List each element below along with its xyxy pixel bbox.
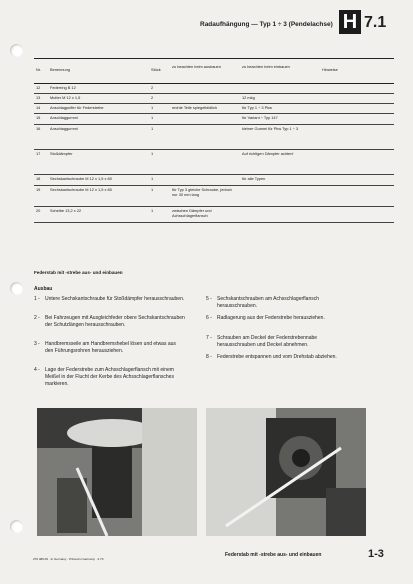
row-einbau: 12 mkg: [242, 95, 255, 100]
section-number: 7.1: [364, 14, 387, 31]
page-footer: [0, 540, 413, 584]
row-name: Stoßdämpfer: [50, 151, 73, 156]
row-name: Sechskantschraube M 12 x 1,5 x 80: [50, 187, 112, 192]
header-stueck: Stück: [151, 67, 161, 72]
page-header: [0, 0, 413, 40]
table-row: [34, 124, 394, 150]
step-text: Lage der Federstrebe zum Achsschlagerflansch mit einem Meißel in der Flucht der Kerbe des Achsschlagerflansches markieren.: [45, 367, 174, 387]
step-text: Handbremsseile am Handbremshebel lösen und etwas aus den Führungsrohren herausziehen.: [45, 341, 176, 354]
table-row: [34, 185, 394, 207]
row-nr: 18: [36, 176, 41, 181]
row-name: Anschlaggummi: [50, 126, 78, 131]
header-hinweise: Hinweise: [322, 67, 338, 72]
row-nr: 17: [36, 151, 41, 156]
table-row: [34, 149, 394, 175]
step-text: Federstrebe entspannen und vom Drehstab abziehen.: [217, 354, 337, 360]
row-qty: 1: [151, 151, 154, 156]
suspension-photo-right: [206, 408, 366, 536]
step-text: Schrauben am Deckel der Federstrebennabe herausschrauben und Deckel abnehmen.: [217, 335, 318, 348]
step-number: 7 -: [206, 335, 212, 341]
page-number: 1-3: [368, 548, 384, 560]
step-number: 1 -: [34, 296, 40, 302]
step-number: 4 -: [34, 367, 40, 373]
row-ausbau: für Typ 3 gleiche Schraube, jedoch nur 30 mm lang: [172, 187, 232, 197]
row-nr: 13: [36, 95, 41, 100]
footer-title: Federstab mit -strebe aus- und einbauen: [225, 552, 322, 558]
step-number: 8 -: [206, 354, 212, 360]
punch-hole-middle: [10, 282, 23, 295]
procedure-section: [34, 264, 394, 414]
row-einbau: Auf richtigen Dämpfer achten!: [242, 151, 294, 156]
row-einbau: für alle Typen: [242, 176, 266, 181]
punch-hole-bottom: [10, 520, 23, 533]
row-nr: 12: [36, 85, 41, 90]
suspension-photo-left: [37, 408, 197, 536]
row-qty: 1: [151, 126, 154, 131]
row-einbau: kleiner Gummi für Pkw Typ 1 ÷ 3: [242, 126, 299, 131]
row-name: Anschlaggummi: [50, 115, 78, 120]
row-qty: 1: [151, 187, 154, 192]
header-benennung: Benennung: [50, 67, 70, 72]
row-name: Scheibe 13,2 x 22: [50, 208, 82, 213]
step-number: 3 -: [34, 341, 40, 347]
section-title: Federstab mit -strebe aus- und einbauen: [34, 270, 123, 275]
step-text: Sechskantschrauben am Achsschlagerflansch herausschrauben.: [217, 296, 320, 309]
row-qty: 1: [151, 208, 154, 213]
ausbau-heading: Ausbau: [34, 286, 53, 292]
step-number: 6 -: [206, 315, 212, 321]
row-qty: 1: [151, 105, 154, 110]
photo-left: [37, 408, 197, 536]
row-nr: 15: [36, 115, 41, 120]
header-einbau: zu beachten beim einbauen: [242, 64, 290, 69]
row-qty: 2: [151, 85, 154, 90]
header-nr: Nr.: [36, 67, 41, 72]
row-name: Sechskantschraube M 12 x 1,5 x 80: [50, 176, 112, 181]
section-letter-box: H: [339, 10, 361, 34]
row-qty: 1: [151, 176, 154, 181]
row-einbau: für Typ 1 ÷ 3 Pkw: [242, 105, 272, 110]
row-nr: 16: [36, 126, 41, 131]
step-text: Bei Fahrzeugen mit Ausgleichfeder obere Sechskantschrauben der Schutzlängen herausschrauben.: [45, 315, 185, 328]
row-nr: 19: [36, 187, 41, 192]
row-qty: 1: [151, 115, 154, 120]
table-row: [34, 206, 394, 223]
print-note: 270 486.00 · In Germany · Printed in Germany · 4.70: [33, 557, 104, 561]
step-number: 2 -: [34, 315, 40, 321]
step-text: Untere Sechskantschraube für Stoßdämpfer herausschrauben.: [45, 296, 185, 302]
row-nr: 14: [36, 105, 41, 110]
header-ausbau: zu beachten beim ausbauen: [172, 64, 221, 69]
row-ausbau: zwischen Dämpfer und Achsschlagerflansch: [172, 208, 212, 218]
row-name: Anschlagpuffer für Federstrebe: [50, 105, 104, 110]
row-name: Mutter M 12 x 1,5: [50, 95, 81, 100]
table-header-row: [34, 58, 394, 84]
header-title: Radaufhängung — Typ 1 ÷ 3 (Pendelachse): [200, 21, 333, 28]
photo-right: [206, 408, 366, 536]
punch-hole-top: [10, 44, 23, 57]
row-qty: 2: [151, 95, 154, 100]
step-text: Radlagerung aus der Federstrebe herausziehen.: [217, 315, 325, 321]
row-einbau: für Variant ÷ Typ 147: [242, 115, 278, 120]
row-nr: 20: [36, 208, 41, 213]
row-name: Federring B 12: [50, 85, 76, 90]
row-ausbau: rechte Teile spiegelbildlich: [172, 105, 218, 110]
step-number: 5 -: [206, 296, 212, 302]
